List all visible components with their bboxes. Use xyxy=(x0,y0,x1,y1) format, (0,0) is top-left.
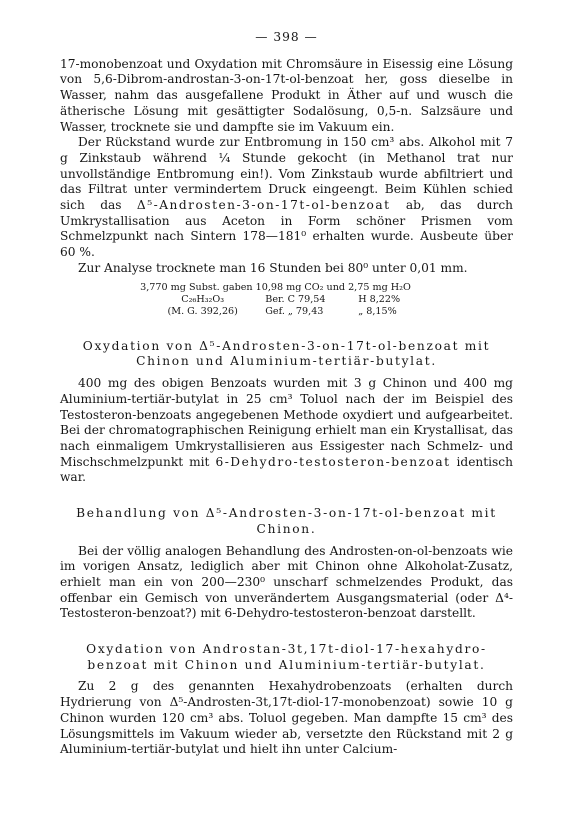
paragraph-6: Zu 2 g des genannten Hexahydrobenzoats (erhalten durch Hydrierung von Δ⁵-Androsten-3t,17t-diol-17-monobenzoat) sowie 10 g Chinon wurden 120 cm³ abs. Toluol gegeben. Man dampfte 15 cm³ des Lösungsmittels im Vakuum wieder ab, versetzte den Rückstand mit 2 g Aluminium-tertiär-butylat und hielt ihn unter Calcium- xyxy=(60,679,513,757)
section-heading-1 xyxy=(60,339,513,370)
page-number: — 398 — xyxy=(255,30,318,44)
paragraph-4 xyxy=(60,376,513,486)
section-heading-2-line-1: Behandlung von Δ⁵-Androsten-3-on-17t-ol-benzoat mit xyxy=(76,506,497,521)
section-heading-2 xyxy=(60,506,513,537)
section-heading-1-line-1: Oxydation von Δ⁵-Androsten-3-on-17t-ol-benzoat mit xyxy=(82,338,491,353)
analysis-line: 3,770 mg Subst. gaben 10,98 mg CO₂ und 2,75 mg H₂O xyxy=(140,281,411,293)
analysis-calc: Ber. C 79,54 xyxy=(265,293,326,305)
paragraph-4-text-a: 400 mg des obigen Benzoats wurden mit 3 g Chinon und 400 mg Aluminium-tertiär-butylat in 25 cm³ Toluol nach der im Beispiel des Testosteron-benzoats angegebenen Methode oxydiert und aufgearbeitet. Bei der chromatographischen Reinigung erhielt man ein Krystallisat, das nach einmaligem Umkrystallisieren aus Essigester nach Schmelz- und Mischschmelzpunkt mit xyxy=(60,376,513,469)
paragraph-2-text-c: ab, das durch Umkrystallisation aus Aceton in Form schöner Prismen vom Schmelzpunkt nach Sintern 178—181⁰ erhalten wurde. Ausbeute über 60 %. xyxy=(60,198,513,260)
paragraph-2-text-a: Der Rückstand wurde zur Entbromung in 150 cm³ abs. Alkohol mit 7 g Zinkstaub während ¼ Stunde gekocht (in Methanol trat nur unvollständige Entbromung ein!). Vom Zinkstaub wurde abfiltriert und das Filtrat unter vermindertem Druck eingeengt. Beim Kühlen schied sich das xyxy=(60,135,513,213)
section-heading-3-line-1: Oxydation von Androstan-3t,17t-diol-17-hexahydro- xyxy=(86,642,487,657)
paragraph-2 xyxy=(60,135,513,261)
analysis-formula: C₂₆H₃₂O₃ xyxy=(181,293,225,305)
paragraph-3: Zur Analyse trocknete man 16 Stunden bei 80⁰ unter 0,01 mm. xyxy=(78,260,468,275)
analysis-found-h: „ 8,15% xyxy=(358,306,397,318)
section-heading-3-line-2: benzoat mit Chinon und Aluminium-tertiär-butylat. xyxy=(87,657,486,672)
analysis-calc-h: H 8,22% xyxy=(358,293,401,305)
paragraph-5: Bei der völlig analogen Behandlung des Androsten-on-ol-benzoats wie im vorigen Ansatz, lediglich aber mit Chinon ohne Alkoholat-Zusatz, erhielt man ein von 200—230⁰ unscharf schmelzendes Produkt, das offenbar ein Gemisch von unverändertem Ausgangsmaterial (oder Δ⁴-Testosteron-benzoat?) mit 6-Dehydro-testosteron-benzoat darstellt. xyxy=(60,543,513,621)
paragraph-2-compound: Δ⁵-Androsten-3-on-17t-ol-benzoat xyxy=(136,198,391,213)
analysis-found: Gef. „ 79,43 xyxy=(265,306,324,318)
paragraph-1: 17-monobenzoat und Oxydation mit Chromsäure in Eisessig eine Lösung von 5,6-Dibrom-androstan-3-on-17t-ol-benzoat her, goss dieselbe in Wasser, nahm das ausgefallene Produkt in Äther auf und wusch die ätherische Lösung mit gesättigter Sodalösung, 0,5-n. Salzsäure und Wasser, trocknete sie und dampfte sie im Vakuum ein. xyxy=(60,56,513,134)
section-heading-3 xyxy=(60,642,513,673)
section-heading-2-line-2: Chinon. xyxy=(256,521,317,536)
paragraph-4-compound: 6-Dehydro-testosteron-benzoat xyxy=(215,454,451,469)
paragraph-4-text-c: identisch war. xyxy=(60,454,513,485)
section-heading-1-line-2: Chinon und Aluminium-tertiär-butylat. xyxy=(136,354,437,369)
analysis-molecular-weight: (M. G. 392,26) xyxy=(167,306,238,318)
elemental-analysis xyxy=(60,282,513,319)
page xyxy=(60,30,513,758)
